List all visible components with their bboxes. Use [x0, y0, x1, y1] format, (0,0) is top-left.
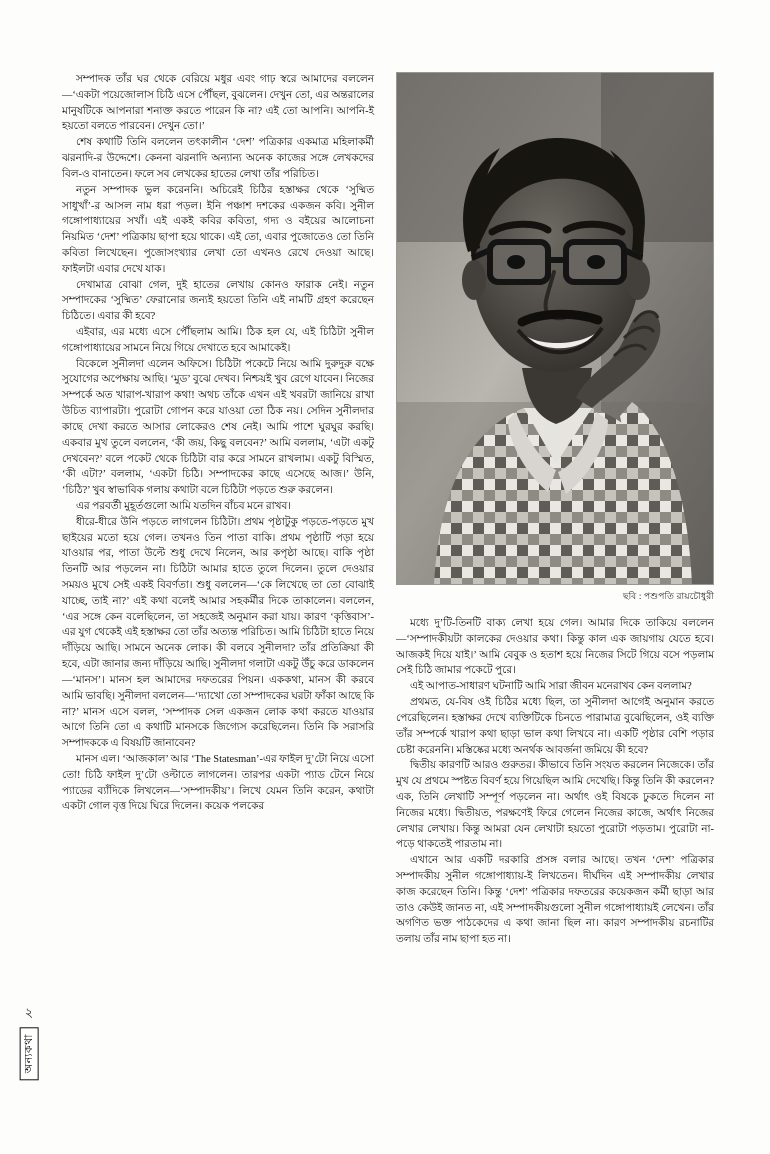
paragraph: সম্পাদক তাঁর ঘর থেকে বেরিয়ে মধুর এবং গাঢ় স্বরে আমাদের বললেন—‘একটা পয়েজোলাস চিঠি এসে পৌঁছল, বুঝলেন। দেখুন তো, এর অন্তরালের মানুষটিকে আপনারা শনাক্ত করতে পারেন কি না? এই তো আপনি। আপনি-ই হয়তো বলতে পারবেন। দেখুন তো।’ — [62, 74, 374, 133]
paragraph: এইবার, এর মধ্যে এসে পৌঁছলাম আমি। ঠিক হল যে, এই চিঠিটা সুনীল গঙ্গোপাধ্যায়ের সামনে নিয়ে গিয়ে দেখাতে হবে আমাকেই। — [62, 327, 374, 354]
portrait-photo — [396, 72, 714, 585]
paragraph: শেষ কথাটি তিনি বললেন তৎকালীন ‘দেশ’ পত্রিকার একমাত্র মহিলাকর্মী ঝরনাদি-র উদ্দেশে। কেননা ঝরনাদি অন্যান্য অনেক কাজের সঙ্গে লেখকদের বিল-ও বানাতেন। ফলে সব লেখকের হাতের লেখা তাঁর পরিচিত। — [62, 137, 374, 180]
paragraph: বিকেলে সুনীলদা এলেন অফিসে। চিঠিটা পকেটে নিয়ে আমি দুরুদুরু বক্ষে সুযোগের অপেক্ষায় আছি। ‘মুড’ বুঝে দেখব। নিশ্চয়ই খুব রেগে যাবেন। নিজের সম্পর্কে অত খারাপ-খারাপ কথা! অথচ তাঁকে এখন এই খবরটা জানিয়ে রাখা উচিত ব্যাপারটা। পুরোটা গোপন করে যাওয়া তো ঠিক নয়। সেদিন সুনীলদার কাছে দেখা করতে আসার লোকেরও শেষ নেই। আমি পাশে ঘুরঘুর করছি। একবার মুখ তুলে বললেন, ‘কী জয়, কিছু বলবেন?’ আমি বললাম, ‘এটা একটু দেখবেন?’ বলে পকেট থেকে চিঠিটা বার করে সামনে রাখলাম। একটু বিস্মিত, ‘কী এটা?’ বললাম, ‘একটা চিঠি। সম্পাদকের কাছে এসেছে আজ।’ উনি, ‘চিঠি?’ খুব স্বাভাবিক গলায় কথাটা বলে চিঠিটা পড়তে শুরু করলেন। — [62, 358, 374, 497]
photo-block — [396, 72, 714, 604]
paragraph: নতুন সম্পাদক ভুল করেননি। অচিরেই চিঠির হস্তাক্ষর থেকে ‘সুষ্মিত সাধুখাঁ’-র আসল নাম ধরা পড়ল। ইনি পঞ্চাশ দশকের একজন কবি। সুনীল গঙ্গোপাধ্যায়ের সখাঁ। এই একই কবির কবিতা, গদ্য ও বইয়ের আলোচনা নিয়মিত ‘দেশ’ পত্রিকায় ছাপা হয়ে থাকে। এই তো, এবার পুজোতেও তো তিনি কবিতা লিখেছেন। পুজোসংখ্যার লেখা তো এখনও রেখে দেওয়া আছে। ফাইলটা এবার দেখে যাক। — [62, 184, 374, 275]
paragraph: এর পরবর্তী মুহূর্তগুলো আমি যতদিন বাঁচব মনে রাখব। — [76, 500, 291, 512]
paragraph: মানস এল। ‘আজকাল’ আর ‘The Statesman’-এর ফাইল দু’টো নিয়ে এসো তো! চিঠি ফাইল দু’টো ওল্টাতে লাগলেন। তারপর একটা প্যাড টেনে নিয়ে প্যাডের ব্যাঁদিকে লিখলেন—‘সম্পাদকীয়’। লিখে যেমন তিনি করেন, কথাটা একটা গোল বৃত্ত দিয়ে ঘিরে দিলেন। কয়েক পলকের — [62, 753, 374, 813]
page-side-tab — [16, 1006, 42, 1086]
paragraph: দ্বিতীয় কারণটি আরও গুরুতর। কীভাবে তিনি সংযত করলেন নিজেকে। তাঁর মুখ যে প্রথমে স্পষ্টত বিবর্ণ হয়ে গিয়েছিল আমি দেখেছি। কিন্তু তিনি কী করলেন? এক, তিনি লেখাটি সম্পূর্ণ পড়লেন না। অর্থাৎ ওই বিষকে ঢুকতে দিলেন না নিজের মধ্যে। দ্বিতীয়ত, পরক্ষণেই ফিরে গেলেন নিজের কাজে, অর্থাৎ নিজের লেখার লেখায়। কিন্তু আমরা যেন লেখাটা হয়তো পুরোটা পড়তাম। পুরোটা না-পড়ে থাকতেই পারতাম না। — [396, 760, 714, 851]
paragraph: এই আপাত-সাধারণ ঘটনাটি আমি সারা জীবন মনেরাখব কেন বললাম? — [410, 681, 692, 693]
paragraph: মধ্যে দু’টি-তিনটি বাক্য লেখা হয়ে গেল। আমার দিকে তাকিয়ে বললেন—‘সম্পাদকীয়টা কালকের দেওয়ার কথা। কিন্তু কাল এক জায়গায় যেতে হবে। আজকই দিয়ে যাই।’ আমি বেবুক ও হতাশ হয়ে নিজের সিটে গিয়ে বসে পড়লাম সেই চিঠি জামার পকেটে পুরে। — [396, 618, 714, 677]
page-number: ২ — [24, 1005, 34, 1021]
right-text-column — [396, 616, 714, 948]
left-text-column — [62, 72, 374, 1092]
page-side-label: অন্যকথা — [20, 1027, 39, 1080]
paragraph: ধীরে-ধীরে উনি পড়তে লাগলেন চিঠিটা। প্রথম পৃষ্ঠাটুকু পড়তে-পড়তে মুখ ছাইয়ের মতো হয়ে গেল। তখনও তিন পাতা বাকি। প্রথম পৃষ্ঠাটি পড়া হয়ে যাওয়ার পর, পাতা উল্টে শুধু দেখে নিলেন, আর কপৃষ্ঠা আছে। বাকি পৃষ্ঠা তিনটি আর পড়লেন না। চিঠিটা আমার হাতে তুলে দিলেন। তুলে দেওয়ার সময়ও মুখে সেই একই বিবর্ণতা। শুধু বললেন—‘কে লিখেছে তা তো বোঝাই যাচ্ছে, তাই না?’ এই কথা বলেই আমার সহকর্মীর দিকে তাকালেন। বললেন, ‘এর সঙ্গে কেন বলেছিলেন, তা সহজেই অনুমান করা যায়। কারণ ‘কৃত্তিবাস’-এর যুগ থেকেই এই হস্তাক্ষর তো তাঁর অত্যন্ত পরিচিত। আমি চিঠিটা হাতে নিয়ে দাঁড়িয়ে আছি। সামনে অনেক লোক। কী বলবে সুনীলদা? তাঁর প্রতিক্রিয়া কী হবে, এটা জানার জন্য দাঁড়িয়ে আছি। সুনীলদা গলাটা একটু উঁচু করে ডাকলেন—‘মানস’। মানস হল আমাদের দফতরের পিয়ন। এককথা, মানস কী করবে আমি ভাবছি। সুনীলদা বললেন—‘দ্যাখো তো সম্পাদকের ঘরটা ফাঁকা আছে কি না?’ মানস এসে বলল, ‘সম্পাদক সেল একজন লোক কথা করতে যাওয়ার আগে তিনি তো এ কথাটি মানসকে জিগ্যেস করেছিলেন। তিনি কি সরাসরি সম্পাদককে এ বিষয়টি জানাবেন? — [62, 516, 374, 750]
paragraph: প্রথমত, যে-বিষ ওই চিঠির মধ্যে ছিল, তা সুনীলদা আগেই অনুমান করতে পেরেছিলেন। হস্তাক্ষর দেখে ব্যক্তিটিকে চিনতে পারামাত্র বুঝেছিলেন, ওই ব্যক্তি তাঁর সম্পর্কে খারাপ কথা ছাড়া ভাল কথা লিখবে না। একটি পৃষ্ঠার বেশি পড়ার চেষ্টা করেননি। মস্তিষ্কের মধ্যে অনর্থক আবর্জনা জমিয়ে কী হবে? — [396, 697, 714, 756]
paragraph: দেখামাত্র বোঝা গেল, দুই হাতের লেখায় কোনও ফারাক নেই। নতুন সম্পাদকের ‘সুষ্মিত’ ফেরানোর জন্যই হয়তো তিনি এই নামটি গ্রহণ করেছেন চিঠিতে। এবার কী হবে? — [62, 279, 374, 323]
paragraph: এখানে আর একটি দরকারি প্রসঙ্গ বলার আছে। তখন ‘দেশ’ পত্রিকার সম্পাদকীয় সুনীল গঙ্গোপাধ্যায়-ই লিখতেন। দীর্ঘদিন এই সম্পাদকীয় লেখার কাজ করেছেন তিনি। কিন্তু ‘দেশ’ পত্রিকার দফতরের কয়েকজন কর্মী ছাড়া আর তাও কেউই জানত না, এই সম্পাদকীয়গুলো সুনীল গঙ্গোপাধ্যায়ই লেখেন। তাঁর অগণিত ভক্ত পাঠকেদের এ কথা জানা ছিল না। কারণ সম্পাদকীয় রচনাটির তলায় তাঁর নাম ছাপা হত না। — [396, 855, 714, 946]
photo-caption: ছবি : পশুপতি রায়চৌধুরী — [622, 591, 714, 601]
